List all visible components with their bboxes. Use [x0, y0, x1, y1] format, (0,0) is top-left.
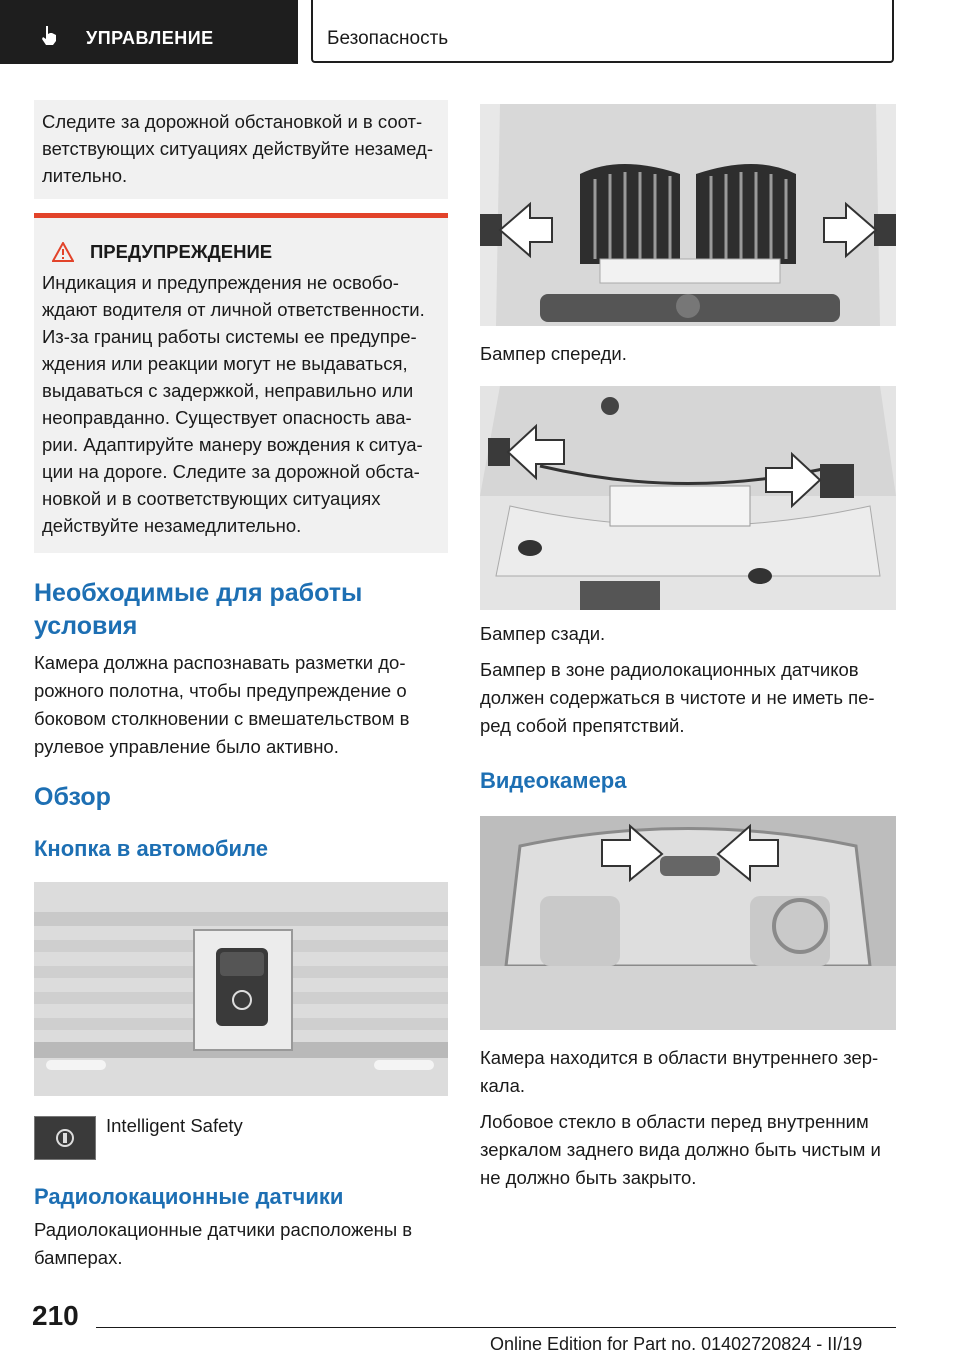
hand-pointer-icon	[38, 24, 60, 46]
camera-image	[480, 816, 896, 1030]
right-column	[480, 104, 896, 1192]
radar-text: Радиолокационные датчики расположены в бамперах.	[34, 1219, 413, 1268]
rear-bumper-illustration	[480, 386, 896, 610]
radar-heading: Радиолокационные датчики	[34, 1184, 344, 1209]
section-title: УПРАВЛЕНИЕ	[86, 28, 214, 48]
windshield-text: Лобовое стекло в области перед внутренним зеркалом заднего вида должно быть чистым и не должно быть закрыто.	[480, 1111, 881, 1188]
intelligent-safety-button-icon	[34, 1116, 96, 1160]
conditions-text: Камера должна распознавать разметки до-рожного полотна, чтобы предупреждение о боковом столкновении с вмешательством в рулевое управление было активно.	[34, 652, 410, 757]
chapter-tab	[311, 0, 894, 63]
warning-text: Индикация и предупреждения не освобо-ждают водителя от личной ответственности. Из-за границ работы системы ее предупре-ждения или реакции могут не выдаваться, выдаваться с задержкой, неправильно или неоправданно. Существует опасность ава-рии. Адаптируйте манеру вождения к ситуа-ции на дороге. Следите за дорожной обста-новкой и в соответствующих ситуациях действуйте незамедлительно.	[42, 272, 425, 536]
button-legend	[34, 1116, 448, 1166]
front-bumper-illustration	[480, 104, 896, 326]
front-bumper-caption: Бампер спереди.	[480, 343, 627, 364]
button-heading: Кнопка в автомобиле	[34, 836, 268, 861]
left-column	[34, 100, 448, 1272]
warning-title: ПРЕДУПРЕЖДЕНИЕ	[90, 241, 273, 262]
front-bumper-image	[480, 104, 896, 326]
overview-heading: Обзор	[34, 783, 111, 811]
warning-header	[42, 238, 440, 265]
warning-box	[34, 213, 448, 553]
button-label: Intelligent Safety	[106, 1115, 243, 1136]
button-panel-image	[34, 882, 448, 1096]
intro-note: Следите за дорожной обстановкой и в соот-ветствующих ситуациях действуйте незамед-лительно.	[34, 100, 448, 199]
camera-heading: Видеокамера	[480, 768, 627, 793]
rear-bumper-image	[480, 386, 896, 610]
section-tab	[0, 0, 298, 64]
warning-triangle-icon	[52, 242, 74, 262]
vent-panel-illustration	[34, 882, 448, 1096]
page-number: 210	[32, 1300, 79, 1331]
chapter-title: Безопасность	[327, 28, 449, 49]
edition-text: Online Edition for Part no. 01402720824 - II/19	[490, 1334, 863, 1354]
interior-camera-illustration	[480, 816, 896, 1030]
bumper-text: Бампер в зоне радиолокационных датчиков должен содержаться в чистоте и не иметь пе-ред собой препятствий.	[480, 659, 875, 736]
rear-bumper-caption: Бампер сзади.	[480, 623, 606, 644]
footer-divider	[96, 1327, 896, 1328]
camera-caption: Камера находится в области внутреннего зер-кала.	[480, 1047, 879, 1096]
conditions-heading: Необходимые для работы условия	[34, 579, 363, 640]
